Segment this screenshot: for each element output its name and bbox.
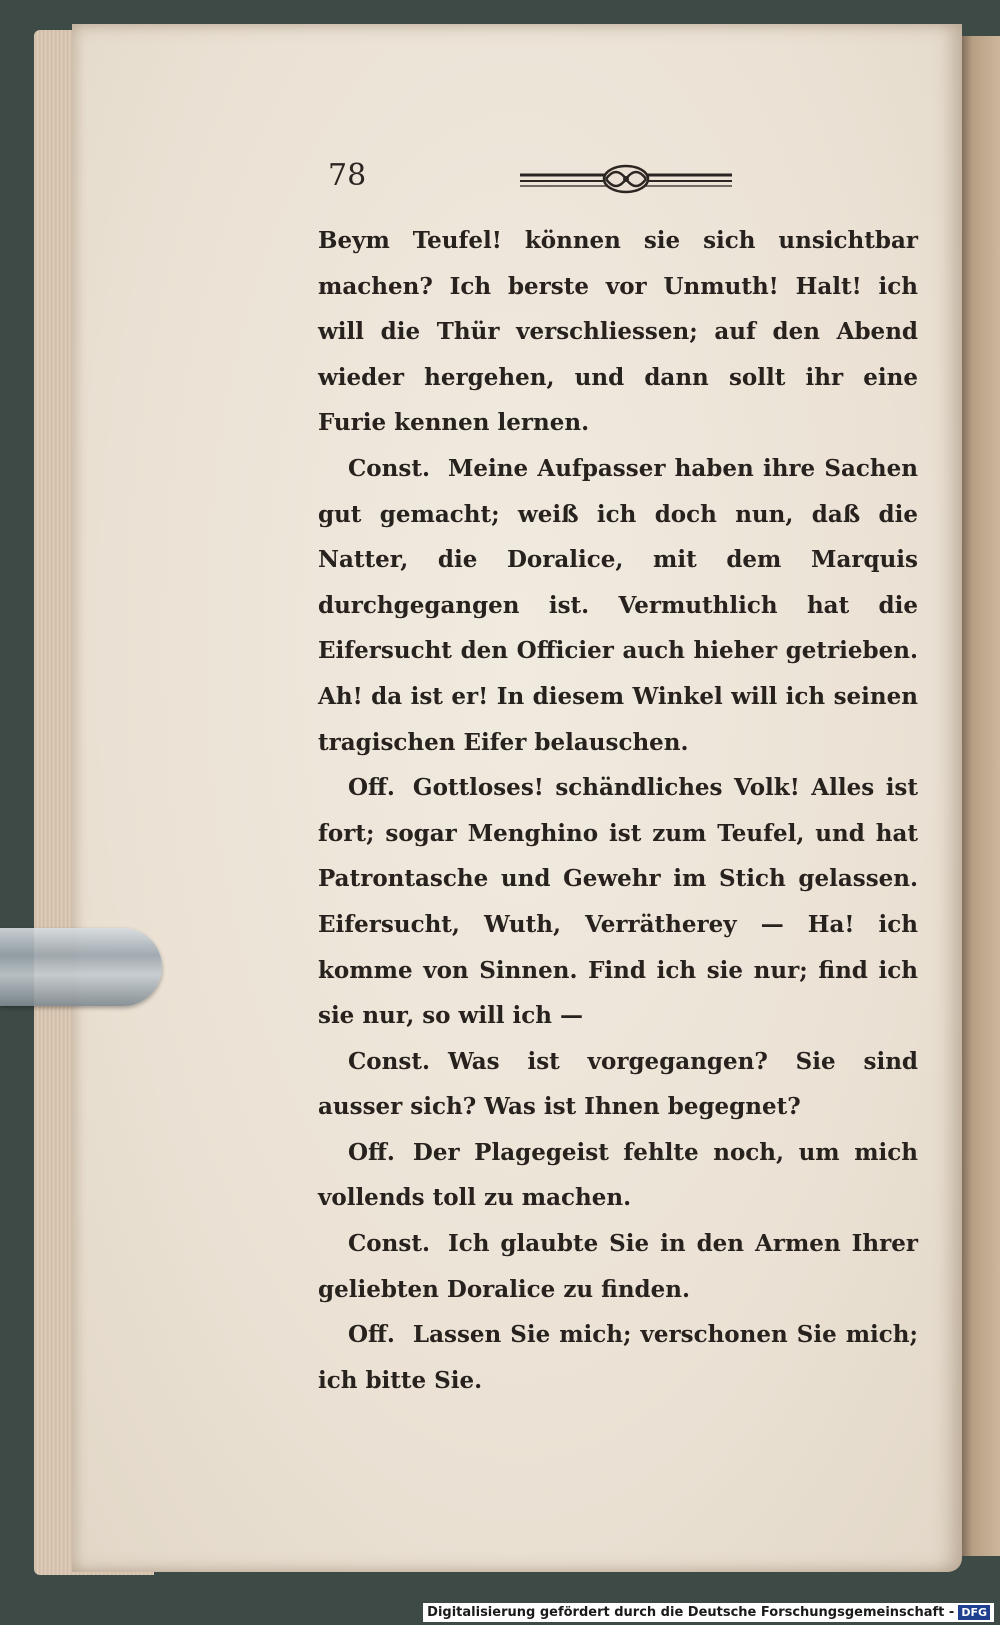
speaker-name: Off.	[348, 1138, 395, 1166]
paragraph	[318, 765, 918, 1039]
header-ornament-icon	[520, 163, 732, 195]
paragraph	[318, 1130, 918, 1221]
speaker-name: Const.	[348, 1230, 430, 1258]
speaker-name: Const.	[348, 454, 430, 482]
paragraph-text: Was ist vorgegangen? Sie sind ausser sich? Was ist Ihnen begegnet?	[318, 1047, 918, 1121]
digitization-credit	[423, 1603, 994, 1622]
speaker-name: Const.	[348, 1047, 430, 1075]
paragraph-text: Ich glaubte Sie in den Armen Ihrer geliebten Doralice zu finden.	[318, 1230, 918, 1303]
page-holder-clip	[0, 928, 162, 1006]
paragraph	[318, 218, 918, 446]
paragraph-text: Gottloses! schändliches Volk! Alles ist fort; sogar Menghino ist zum Teufel, und hat Patrontasche und Gewehr im Stich gelassen. Eifersucht, Wuth, Verrätherey — Ha! ich komme von Sinnen. Find ich sie nur; find ich sie nur, so will ich —	[318, 774, 918, 1030]
page-number: 78	[328, 158, 367, 193]
paragraph-text: Lassen Sie mich; verschonen Sie mich; ich bitte Sie.	[318, 1321, 918, 1394]
credit-text: Digitalisierung gefördert durch die Deutsche Forschungsgemeinschaft -	[427, 1605, 955, 1620]
speaker-name: Off.	[348, 1321, 395, 1349]
paragraph	[318, 1312, 918, 1403]
paragraph-text: Meine Aufpasser haben ihre Sachen gut gemacht; weiß ich doch nun, daß die Natter, die Doralice, mit dem Marquis durchgegangen ist. Vermuthlich hat die Eifersucht den Officier auch hieher getrieben. Ah! da ist er! In diesem Winkel will ich seinen tragischen Eifer belauschen.	[318, 454, 918, 756]
paragraph	[318, 446, 918, 765]
paragraph	[318, 1039, 918, 1130]
speaker-name: Off.	[348, 774, 395, 802]
paragraph-text: Der Plagegeist fehlte noch, um mich vollends toll zu machen.	[318, 1138, 918, 1212]
dfg-logo: DFG	[958, 1605, 990, 1620]
page-text	[318, 218, 918, 1403]
paragraph	[318, 1221, 918, 1312]
paragraph-text: Beym Teufel! können sie sich unsichtbar machen? Ich berste vor Unmuth! Halt! ich will die Thür verschliessen; auf den Abend wieder hergehen, und dann sollt ihr eine Furie kennen lernen.	[318, 227, 918, 437]
